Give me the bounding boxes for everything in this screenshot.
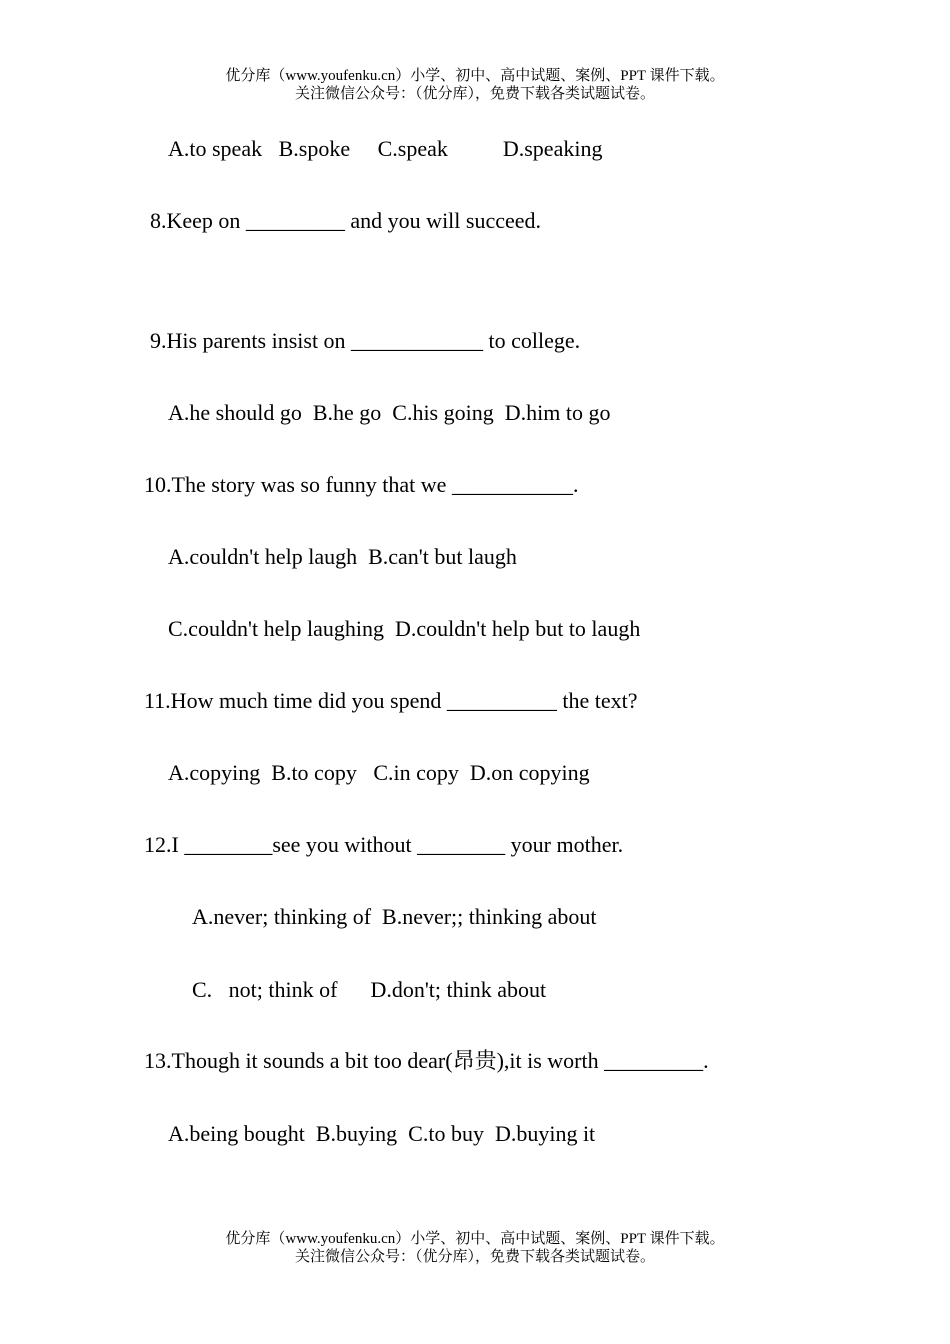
q13-options: A.being bought B.buying C.to buy D.buying it [168, 1121, 596, 1146]
q8-question: 8.Keep on _________ and you will succeed. [150, 208, 542, 233]
q10-options-2: C.couldn't help laughing D.couldn't help but to laugh [168, 616, 641, 641]
q11-options: A.copying B.to copy C.in copy D.on copying [168, 760, 590, 785]
page-footer [0, 1230, 950, 1266]
q9-options: A.he should go B.he go C.his going D.him to go [168, 400, 611, 425]
q13-question: 13.Though it sounds a bit too dear(昂贵),it is worth _________. [144, 1048, 709, 1073]
page-header [0, 67, 950, 103]
footer-line-2: 关注微信公众号：（优分库），免费下载各类试题试卷。 [294, 1249, 655, 1265]
footer-line-1: 优分库（www.youfenku.cn）小学、初中、高中试题、案例、PPT 课件下载。 [225, 1231, 725, 1247]
q12-options-2: C. not; think of D.don't; think about [192, 977, 547, 1002]
header-line-2: 关注微信公众号：（优分库），免费下载各类试题试卷。 [294, 86, 655, 102]
header-line-1: 优分库（www.youfenku.cn）小学、初中、高中试题、案例、PPT 课件下载。 [225, 68, 725, 84]
q9-question: 9.His parents insist on ____________ to college. [150, 328, 581, 353]
q10-options-1: A.couldn't help laugh B.can't but laugh [168, 544, 517, 569]
q12-question: 12.I ________see you without ________ your mother. [144, 832, 624, 857]
q11-question: 11.How much time did you spend __________ the text? [144, 688, 638, 713]
q7-options: A.to speak B.spoke C.speak D.speaking [168, 136, 603, 161]
q10-question: 10.The story was so funny that we ___________. [144, 472, 579, 497]
q12-options-1: A.never; thinking of B.never;; thinking about [192, 904, 597, 929]
